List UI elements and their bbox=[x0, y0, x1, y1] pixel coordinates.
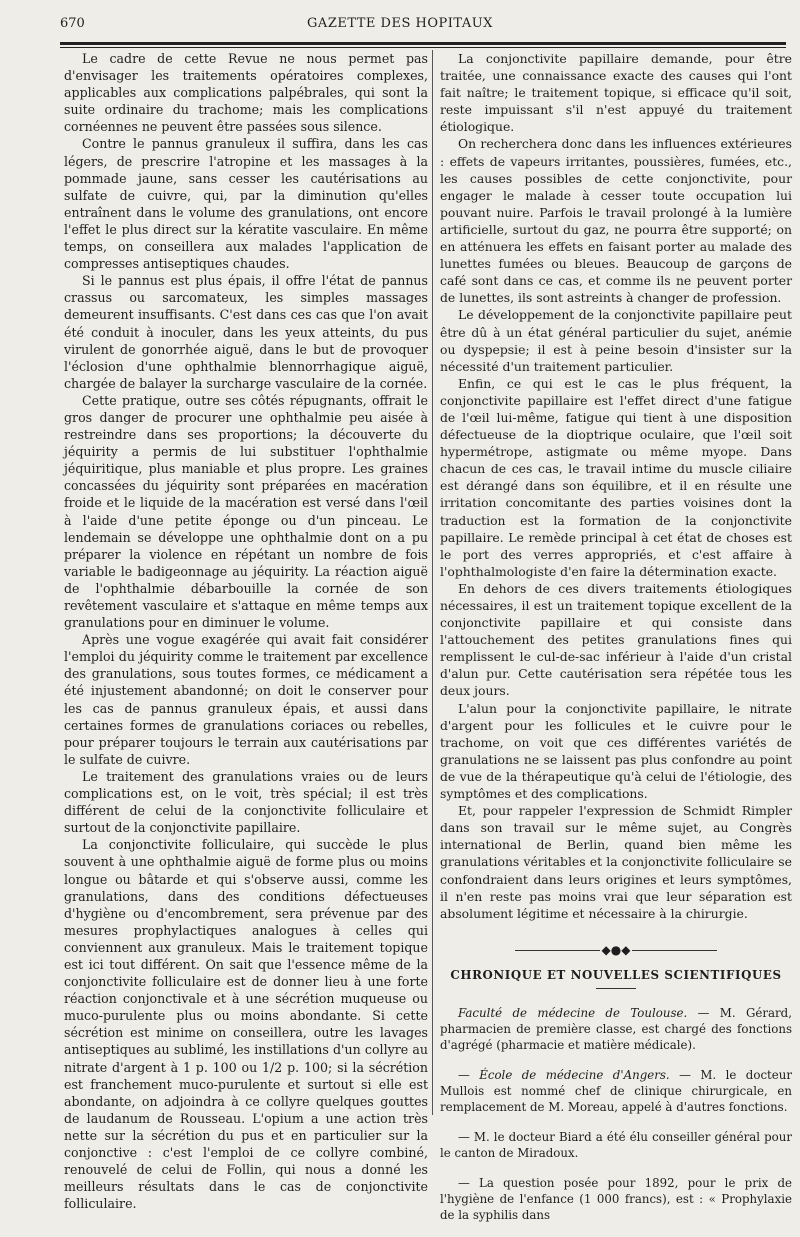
news-place: École de médecine d'Angers. bbox=[479, 1068, 670, 1083]
running-title: GAZETTE DES HOPITAUX bbox=[307, 16, 493, 31]
section-separator: ◆●◆ bbox=[440, 942, 792, 959]
news-place: Faculté de médecine de Toulouse. bbox=[458, 1006, 688, 1021]
paragraph: La conjonctivite folliculaire, qui succède le plus souvent à une ophthalmie aiguë de forme plus ou moins longue ou bâtarde et qui s'observe aussi, comme les granulations, dans des conditions défectueuses d'hygiène ou d'encombrement, sera prévenue par des mesures prophylactiques analogues à celles qui conviennent aux granuleux. Mais le traitement topique est ici tout différent. On sait que l'essence même de la conjonctivite folliculaire est de donner lieu à une forte réaction conjonctivale et à une sécrétion muqueuse ou muco-purulente plus ou moins abondante. Si cette sécrétion est minime on conseillera, outre les lavages antiseptiques au sublimé, les instillations d'un collyre au nitrate d'argent à 1 p. 100 ou 1/2 p. 100; si la sécrétion est franchement muco-purulente et surtout si elle est abondante, on adjoindra à ce collyre quelques gouttes de laudanum de Rousseau. L'opium a une action très nette sur la sécrétion du pus et en particulier sur la conjonctive : c'est l'emploi de ce collyre combiné, renouvelé de celui de Follin, qui nous a donné les meilleurs résultats dans le cas de conjonctivite folliculaire. bbox=[64, 837, 428, 1212]
news-text: — La question posée pour 1892, pour le prix de l'hygiène de l'enfance (1 000 francs), est : « Prophylaxie de la syphilis dans bbox=[440, 1176, 792, 1223]
right-column bbox=[440, 50, 792, 1237]
paragraph: La conjonctivite papillaire demande, pour être traitée, une connaissance exacte des causes qui l'ont fait naître; le traitement topique, si efficace qu'il soit, reste impuissant s'il n'est appuyé du traitement étiologique. bbox=[440, 51, 792, 135]
news-item bbox=[440, 1175, 792, 1223]
paragraph: Et, pour rappeler l'expression de Schmidt Rimpler dans son travail sur le même sujet, au Congrès international de Berlin, quand bien même les granulations véritables et la conjonctivite folliculaire se confondraient dans leurs origines et leurs symptômes, il n'en reste pas moins vrai que leur séparation est absolument légitime et nécessaire à la chirurgie. bbox=[440, 803, 792, 921]
paragraph: Le cadre de cette Revue ne nous permet pas d'envisager les traitements opératoires complexes, applicables aux complications palpébrales, qui sont la suite ordinaire du trachome; mais les complications cornéennes ne peuvent être passées sous silence. bbox=[64, 51, 428, 135]
news-text: — M. le docteur Biard a été élu conseiller général pour le canton de Miradoux. bbox=[440, 1130, 792, 1161]
news-text: — M. le docteur Mullois est nommé chef de clinique chirurgicale, en remplacement de M. Moreau, appelé à d'autres fonctions. bbox=[440, 1068, 793, 1115]
paragraph: Si le pannus est plus épais, il offre l'état de pannus crassus ou sarcomateux, les simples massages demeurent insuffisants. C'est dans ces cas que l'on avait été conduit à inoculer, dans les yeux atteints, du pus virulent de gonorrhée aiguë, dans le but de provoquer l'éclosion d'une ophthalmie blennorrhagique aiguë, chargée de balayer la surcharge vasculaire de la cornée. bbox=[64, 273, 428, 391]
paragraph: Le développement de la conjonctivite papillaire peut être dû à un état général particulier du sujet, anémie ou dyspepsie; il est à peine besoin d'insister sur la nécessité d'un traitement particulier. bbox=[440, 307, 792, 374]
news-item bbox=[440, 1067, 792, 1115]
left-column bbox=[64, 50, 428, 1212]
news-prefix: — bbox=[458, 1068, 480, 1083]
news-text: — M. Gérard, pharmacien de première classe, est chargé des fonctions d'agrégé (pharmacie et matière médicale). bbox=[440, 1006, 792, 1053]
paragraph: Contre le pannus granuleux il suffira, dans les cas légers, de prescrire l'atropine et les massages à la pommade jaune, sans cesser les cautérisations au sulfate de cuivre, qui, par la diminution qu'elles entraînent dans le volume des granulations, ont encore l'effet le plus direct sur la kératite vasculaire. En même temps, on conseillera aux malades l'application de compresses antiseptiques chaudes. bbox=[64, 136, 428, 272]
title-underline bbox=[596, 988, 636, 989]
header-rule-thick bbox=[60, 42, 786, 45]
paragraph: Enfin, ce qui est le cas le plus fréquent, la conjonctivite papillaire est l'effet direct d'une fatigue de l'œil lui-même, fatigue qui tient à une disposition défectueuse de la dioptrique oculaire, que l'œil soit hypermétrope, astigmate ou même myope. Dans chacun de ces cas, le travail intime du muscle ciliaire est dérangé dans son équilibre, et il en résulte une irritation concomitante des parties voisines dont la traduction est la formation de la conjonctivite papillaire. Le remède principal à cet état de choses est le port des verres appropriés, et c'est affaire à l'ophthalmologiste d'en faire la détermination exacte. bbox=[440, 375, 792, 579]
paragraph: En dehors de ces divers traitements étiologiques nécessaires, il est un traitement topique excellent de la conjonctivite papillaire et qui consiste dans l'attouchement des petites granulations fines qui remplissent le cul-de-sac inférieur à l'aide d'un cristal d'alun pur. Cette cautérisation sera répétée tous les deux jours. bbox=[440, 580, 792, 699]
paragraph: Le traitement des granulations vraies ou de leurs complications est, on le voit, très spécial; il est très différent de celui de la conjonctivite folliculaire et surtout de la conjonctivite papillaire. bbox=[64, 768, 428, 836]
paragraph: Après une vogue exagérée qui avait fait considérer l'emploi du jéquirity comme le traitement par excellence des granulations, sous toutes formes, ce médicament a été injustement abandonné; on doit le conserver pour les cas de pannus granuleux épais, et aussi dans certaines formes de granulations coriaces ou rebelles, pour préparer toujours le terrain aux cautérisations par le sulfate de cuivre. bbox=[64, 632, 428, 767]
paragraph: Cette pratique, outre ses côtés répugnants, offrait le gros danger de procurer une ophthalmie peu aisée à restreindre dans ses proportions; la découverte du jéquirity a permis de lui substituer l'ophthalmie jéquiritique, plus maniable et plus propre. Les graines concassées du jéquirity sont préparées en macération froide et le liquide de la macération est versé dans l'œil à l'aide d'une petite éponge ou d'un pinceau. Le lendemain se développe une ophthalmie dont on a pu préparer la violence en répétant un nombre de fois variable le badigeonnage au jéquirity. La réaction aiguë de l'ophthalmie débarbouille la cornée de son revêtement vasculaire et s'attaque en même temps aux granulations pour en diminuer le volume. bbox=[64, 392, 428, 631]
paragraph: On recherchera donc dans les influences extérieures : effets de vapeurs irritantes, poussières, fumées, etc., les causes possibles de cette conjonctivite, pour engager le malade à cesser toute occupation lui pouvant nuire. Parfois le travail prolongé à la lumière artificielle, surtout du gaz, ne pourra être supporté; on en atténuera les effets en faisant porter au malade des lunettes fumées ou bleues. Beaucoup de garçons de café sont dans ce cas, et comme ils ne peuvent porter de lunettes, ils sont astreints à changer de profession. bbox=[440, 136, 792, 306]
column-divider bbox=[432, 50, 433, 1115]
news-item bbox=[440, 1129, 792, 1161]
page-number: 670 bbox=[60, 16, 85, 31]
header-rule-thin bbox=[60, 47, 786, 48]
section-title: CHRONIQUE ET NOUVELLES SCIENTIFIQUES bbox=[450, 967, 782, 982]
news-item bbox=[440, 1005, 792, 1053]
news-list bbox=[440, 1005, 792, 1223]
paragraph: L'alun pour la conjonctivite papillaire, le nitrate d'argent pour les follicules et le cuivre pour le trachome, on voit que ces différentes variétés de granulations ne se laissent pas plus confondre au point de vue de la thérapeutique qu'à celui de l'étiologie, des symptômes et des complications. bbox=[440, 700, 792, 802]
